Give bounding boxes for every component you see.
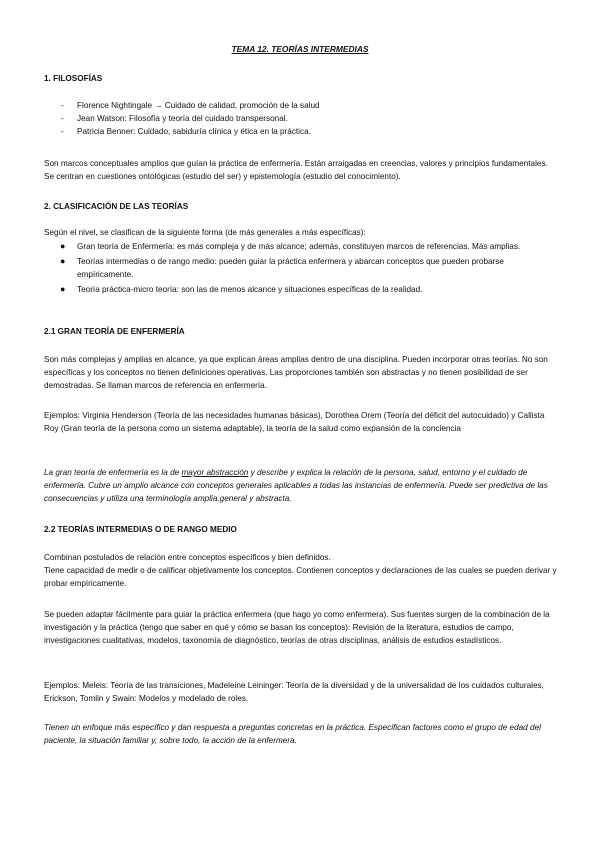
gran-teoria-ejemplos: Ejemplos: Virginia Henderson (Teoría de las necesidades humanas básicas), Dorothea Orem (Teoría del déficit del autocuidado) y Callista Roy (Gran teoría de la persona como un sistema adaptable), la teoría de la salud como expansión de la conciencia [44, 411, 545, 433]
list-item: ● Gran teoría de Enfermería: es más compleja y de más alcance; además, constituyen marcos de referencias. Más amplias. [60, 241, 521, 251]
gran-teoria-paragraph: Son más complejas y amplias en alcance, ya que explican áreas amplias dentro de una disciplina. Pueden incorporar otras teorías. No son específicas y los conceptos no tienen definiciones operativas. Las proporciones también son abstractas y no tienen posibilidad de ser demostradas. Se llaman marcos de referencia en enfermería. [44, 355, 548, 390]
clasificacion-list [44, 240, 560, 296]
section-heading-gran-teoria: 2.1 GRAN TEORÍA DE ENFERMERÍA [44, 327, 185, 336]
list-item: ● Teoría práctica-micro teoría: son las de menos alcance y situaciones específicas de la realidad. [60, 284, 423, 294]
bullet-icon: ● [60, 241, 66, 251]
section-heading-filosofias: 1. FILOSOFÍAS [44, 74, 103, 83]
filosofias-paragraph: Son marcos conceptuales amplios que guían la práctica de enfermería. Están arraigadas en creencias, valores y principios fundamentales. Se centran en cuestiones ontológicas (estudio del ser) y epistemología (estudio del conocimiento). [44, 159, 548, 181]
intermedias-ejemplos: Ejemplos: Meleis: Teoría de las transiciones, Madeleine Leininger: Teoría de la diversidad y de la universalidad de los cuidados culturales, Erickson, Tomlin y Swain: Modelos y modelado de roles. [44, 681, 544, 703]
bullet-icon: ● [60, 284, 66, 294]
intermedias-paragraph-1: Combinan postulados de relación entre conceptos específicos y bien definidos. Tiene capacidad de medir o de calificar objetivamente los conceptos. Contienen conceptos y declaraciones de las cuales se pueden derivar y probar empíricamente. [44, 553, 557, 588]
list-item: - Florence Nightingale → Cuidado de calidad, promoción de la salud [61, 101, 320, 110]
section-heading-clasificacion: 2. CLASIFICACIÓN DE LAS TEORÍAS [44, 202, 189, 211]
gran-teoria-italic-note: La gran teoría de enfermería es la de mayor abstracción y describe y explica la relación de la persona, salud, entorno y el cuidado de enfermería. Cubre un amplio alcance con conceptos generales aplicables a todas las instancias de enfermería. Puede ser predictiva de las consecuencias y utiliza una terminología amplia,general y abstracta. [44, 468, 548, 503]
clasificacion-intro: Según el nivel, se clasifican de la siguiente forma (de más generales a más específicas): [44, 228, 366, 237]
filosofias-list [44, 99, 560, 138]
bullet-icon: ● [60, 256, 66, 266]
list-item: ● Teorías intermedias o de rango medio: pueden guiar la práctica enfermera y abarcan conceptos que pueden probarse empíricamente. [60, 256, 504, 279]
intermedias-paragraph-2: Se pueden adaptar fácilmente para guiar la práctica enfermera (que hago yo como enfermera). Sus fuentes surgen de la combinación de la investigación y la práctica (tengo que saber en qué y cómo se basan los conceptos): Revisión de la literatura, estudios de campo, investigaciones cualitativas, modelos, taxonomía de diagnóstico, teorías de otras disciplinas, análisis de estudios estadísticos. [44, 610, 550, 645]
intermedias-italic-note: Tienen un enfoque más específico y dan respuesta a preguntas concretas en la práctica. Especifican factores como el grupo de edad del paciente, la situación familiar y, sobre todo, la acción de la enfermera. [44, 723, 541, 745]
list-item: - Jean Watson: Filosofía y teoría del cuidado transpersonal. [61, 114, 288, 123]
document-title: TEMA 12. TEORÍAS INTERMEDIAS [231, 44, 369, 54]
section-heading-teorias-intermedias: 2.2 TEORÍAS INTERMEDIAS O DE RANGO MEDIO [44, 525, 237, 534]
list-item: - Patricia Benner: Cuidado, sabiduría clínica y ética en la práctica. [61, 127, 311, 136]
